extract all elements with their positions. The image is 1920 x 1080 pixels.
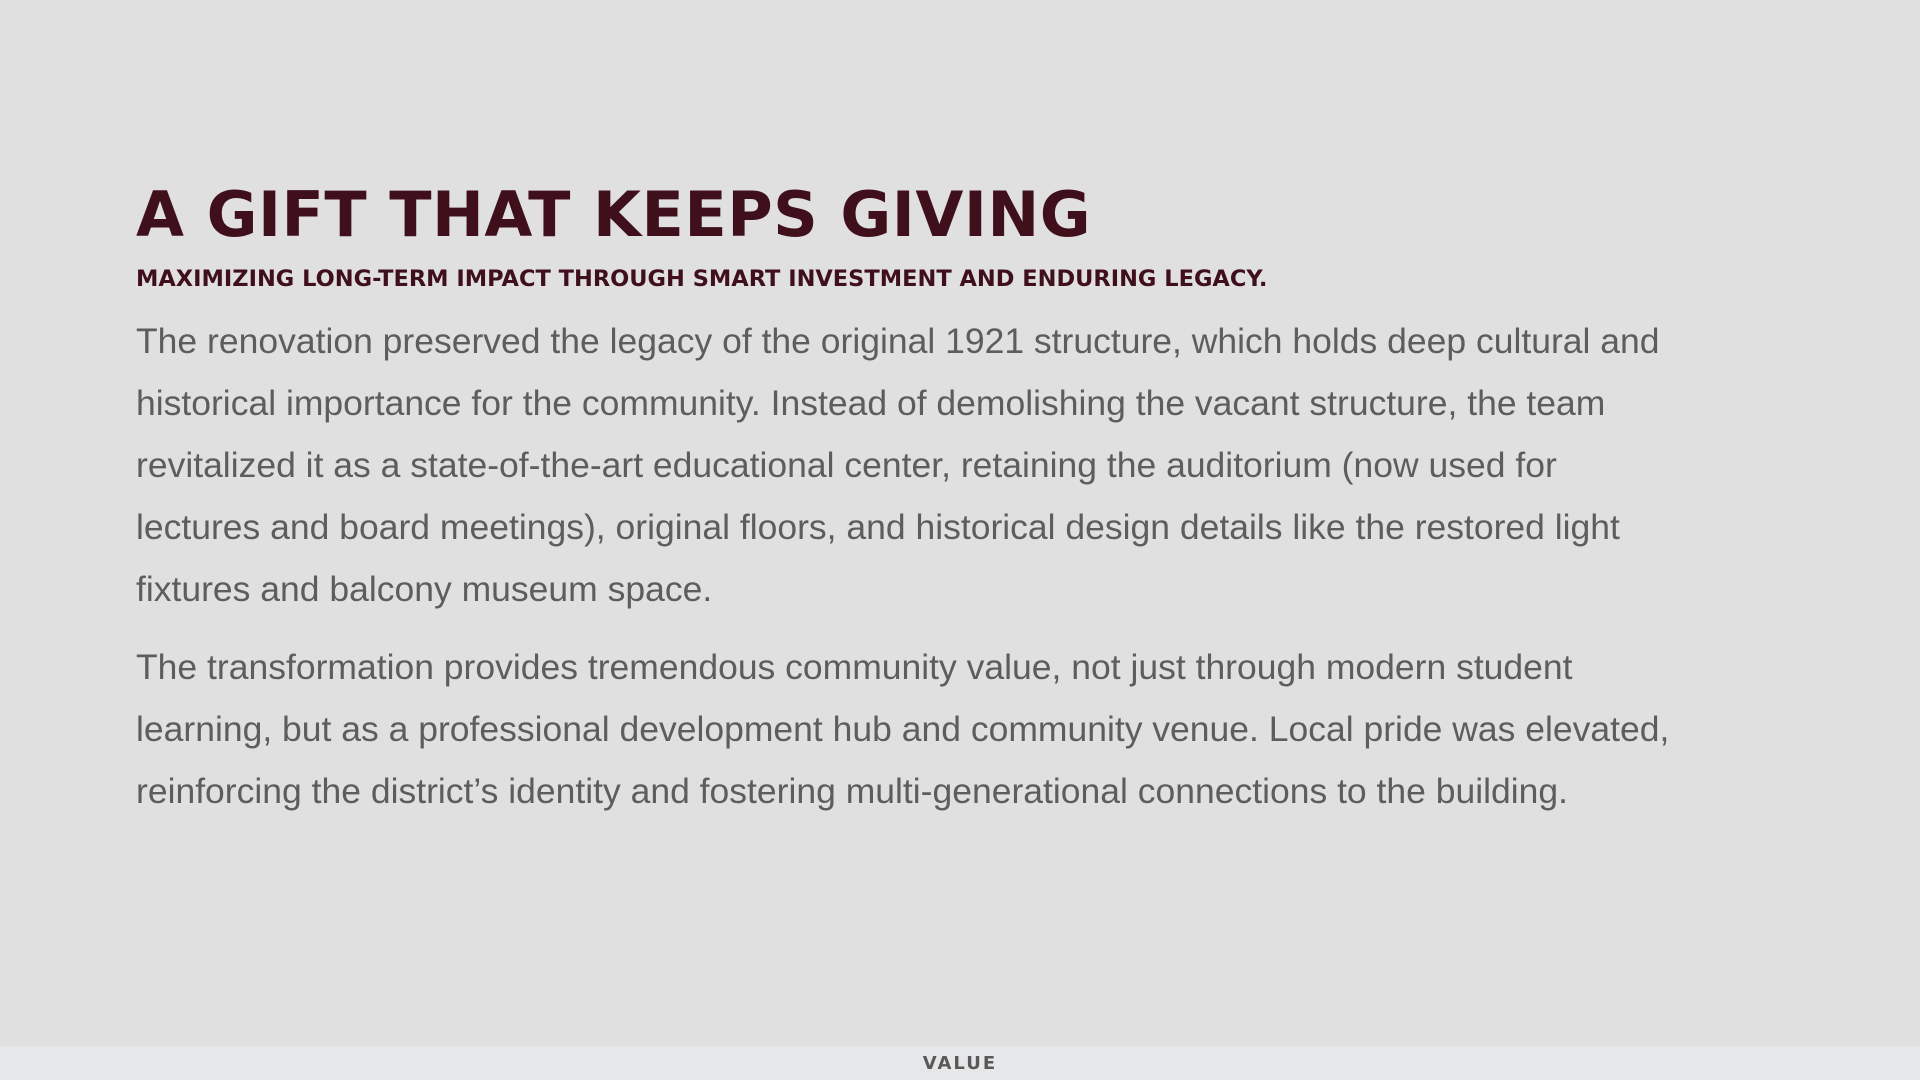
slide-content [136,178,1796,822]
paragraph-line: learning, but as a professional development hub and community venue. Local pride was elevated, [136,709,1670,749]
footer-bar [0,1046,1920,1080]
paragraph-line: fixtures and balcony museum space. [136,569,713,609]
slide-title: A GIFT THAT KEEPS GIVING [136,178,1092,251]
body-paragraph [136,310,1796,620]
paragraph-line: lectures and board meetings), original floors, and historical design details like the restored light [136,507,1620,547]
section-label: VALUE [922,1052,998,1074]
body-paragraph [136,636,1796,822]
paragraph-line: The renovation preserved the legacy of the original 1921 structure, which holds deep cultural and [136,321,1660,361]
paragraph-line: revitalized it as a state-of-the-art educational center, retaining the auditorium (now used for [136,445,1557,485]
slide-subtitle: MAXIMIZING LONG-TERM IMPACT THROUGH SMART INVESTMENT AND ENDURING LEGACY. [136,266,1268,292]
paragraph-line: reinforcing the district’s identity and fostering multi-generational connections to the building. [136,771,1568,811]
paragraph-line: historical importance for the community. Instead of demolishing the vacant structure, the team [136,383,1606,423]
paragraph-line: The transformation provides tremendous community value, not just through modern student [136,647,1573,687]
